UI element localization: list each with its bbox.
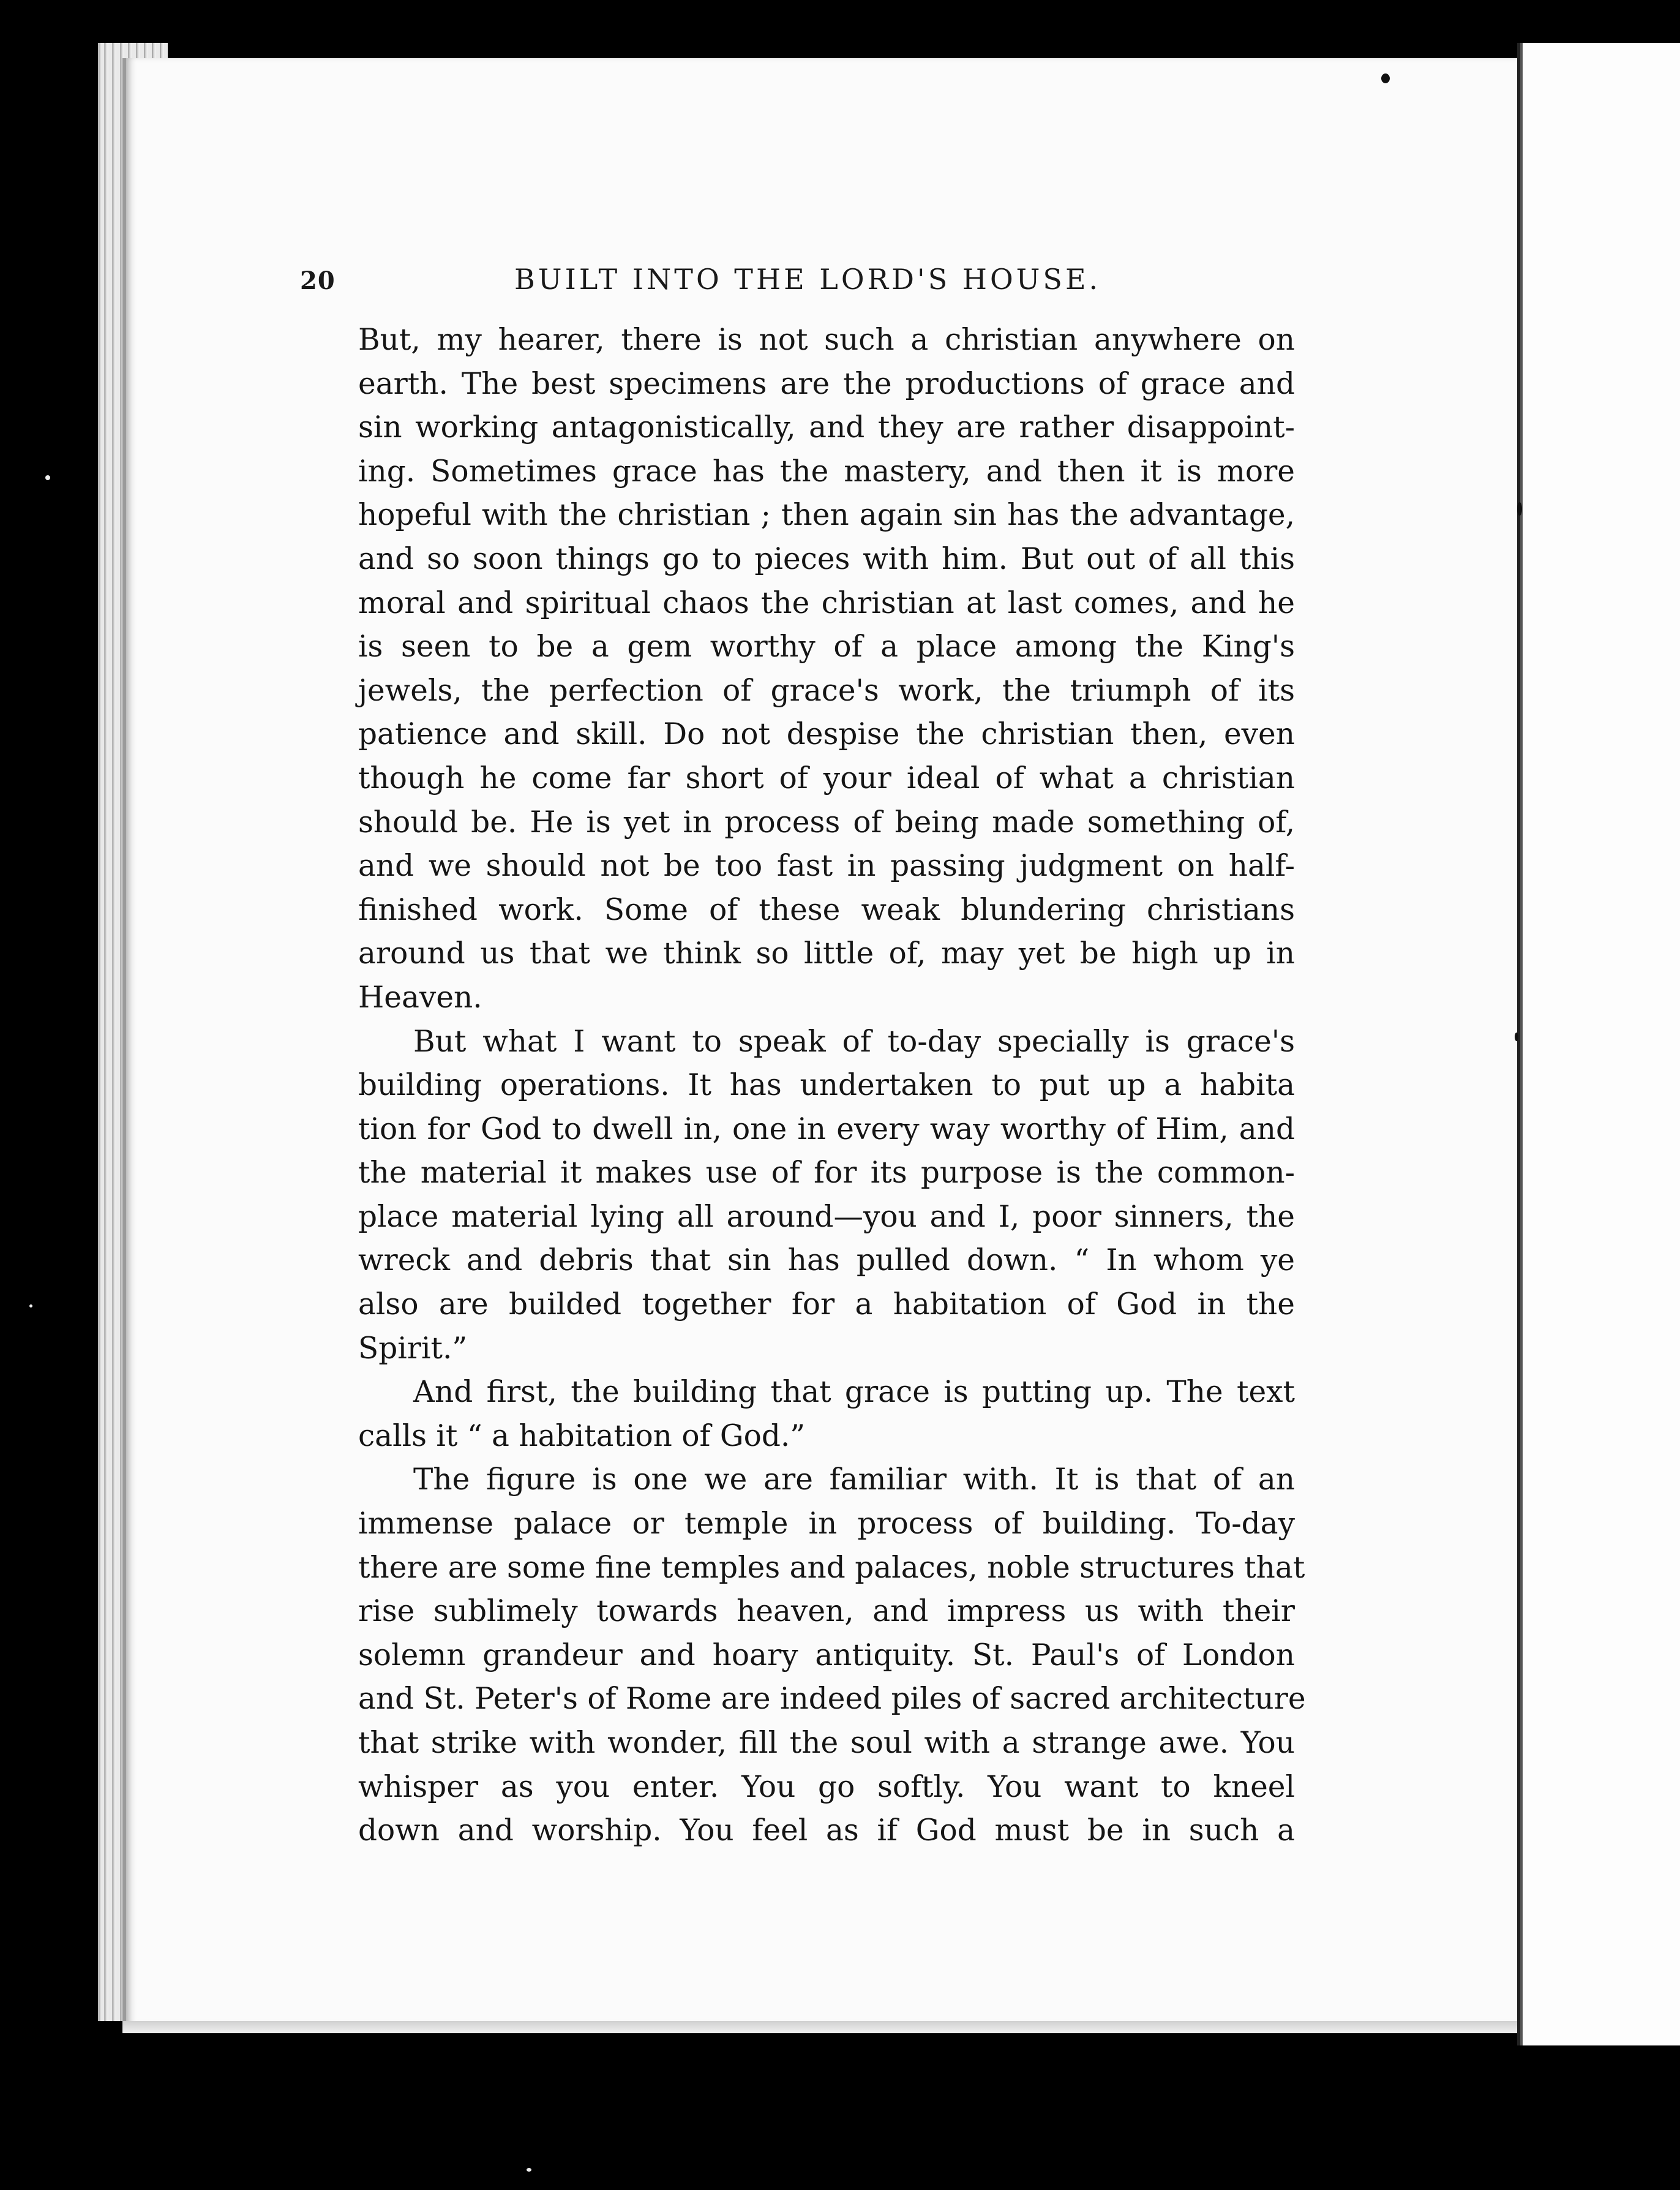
text-line: and St. Peter's of Rome are indeed piles of sacred architecture — [358, 1682, 1306, 1717]
paragraph — [303, 1458, 1306, 1853]
scan-speck — [1381, 73, 1390, 83]
text-line: though he come far short of your ideal of what a christian — [358, 761, 1295, 796]
scan-speck — [527, 2168, 531, 2172]
paragraph — [303, 1371, 1295, 1458]
text-line: the material it makes use of for its purpose is the common- — [358, 1156, 1295, 1191]
text-line: ing. Sometimes grace has the mastery, and then it is more — [358, 454, 1295, 489]
text-line: that strike with wonder, fill the soul with a strange awe. You — [358, 1726, 1295, 1760]
text-line: immense palace or temple in process of building. To-day — [358, 1507, 1295, 1541]
text-line: is seen to be a gem worthy of a place among the King's — [358, 630, 1295, 664]
text-line: also are builded together for a habitation of God in the — [358, 1287, 1295, 1322]
scan-speck — [1517, 502, 1522, 516]
page-number: 20 — [300, 266, 336, 295]
text-line: Spirit.” — [358, 1331, 468, 1366]
body-text — [303, 318, 1306, 1853]
page-header — [300, 260, 1371, 303]
text-line: solemn grandeur and hoary antiquity. St. Paul's of London — [358, 1638, 1295, 1673]
paragraph — [303, 318, 1295, 1020]
text-line: patience and skill. Do not despise the christian then, even — [358, 717, 1295, 752]
page-fold-line — [1520, 43, 1523, 2045]
scan-speck — [1515, 1033, 1518, 1041]
text-line: place material lying all around—you and I, poor sinners, the — [358, 1199, 1295, 1234]
text-line: sin working antagonistically, and they are rather disappoint- — [358, 410, 1295, 445]
paragraph — [303, 1020, 1295, 1371]
text-line: rise sublimely towards heaven, and impress us with their — [358, 1594, 1295, 1629]
page-bottom-edge — [122, 2021, 1524, 2033]
text-line: And first, the building that grace is putting up. The text — [413, 1375, 1295, 1410]
text-line: tion for God to dwell in, one in every way worthy of Him, and — [358, 1112, 1295, 1146]
scan-speck — [29, 1304, 32, 1308]
running-head: BUILT INTO THE LORD'S HOUSE. — [514, 263, 1101, 296]
text-line: building operations. It has undertaken to put up a habita — [358, 1068, 1295, 1103]
text-line: jewels, the perfection of grace's work, the triumph of its — [358, 673, 1295, 708]
text-line: there are some fine temples and palaces, noble structures that — [358, 1550, 1305, 1585]
text-line: whisper as you enter. You go softly. You want to kneel — [358, 1769, 1295, 1804]
text-line: earth. The best specimens are the productions of grace and — [358, 366, 1295, 401]
text-line: around us that we think so little of, may yet be high up in — [358, 936, 1295, 971]
text-line: and we should not be too fast in passing judgment on half- — [358, 849, 1295, 884]
text-line: But, my hearer, there is not such a christian anywhere on — [358, 323, 1295, 357]
text-line: down and worship. You feel as if God must be in such a — [358, 1813, 1295, 1848]
text-line: wreck and debris that sin has pulled down. “ In whom ye — [358, 1243, 1295, 1278]
text-line: should be. He is yet in process of being made something of, — [358, 805, 1295, 840]
text-line: Heaven. — [358, 980, 482, 1015]
text-line: calls it “ a habitation of God.” — [358, 1418, 806, 1453]
scan-speck — [45, 475, 50, 480]
text-line: But what I want to speak of to-day specially is grace's — [413, 1024, 1295, 1059]
facing-page-strip — [1517, 43, 1680, 2045]
text-line: and so soon things go to pieces with him. But out of all this — [358, 541, 1295, 576]
text-line: finished work. Some of these weak blundering christians — [358, 892, 1295, 927]
text-line: moral and spiritual chaos the christian at last comes, and he — [358, 585, 1295, 620]
text-line: The figure is one we are familiar with. It is that of an — [413, 1462, 1295, 1497]
text-line: hopeful with the christian ; then again sin has the advantage, — [358, 498, 1295, 533]
